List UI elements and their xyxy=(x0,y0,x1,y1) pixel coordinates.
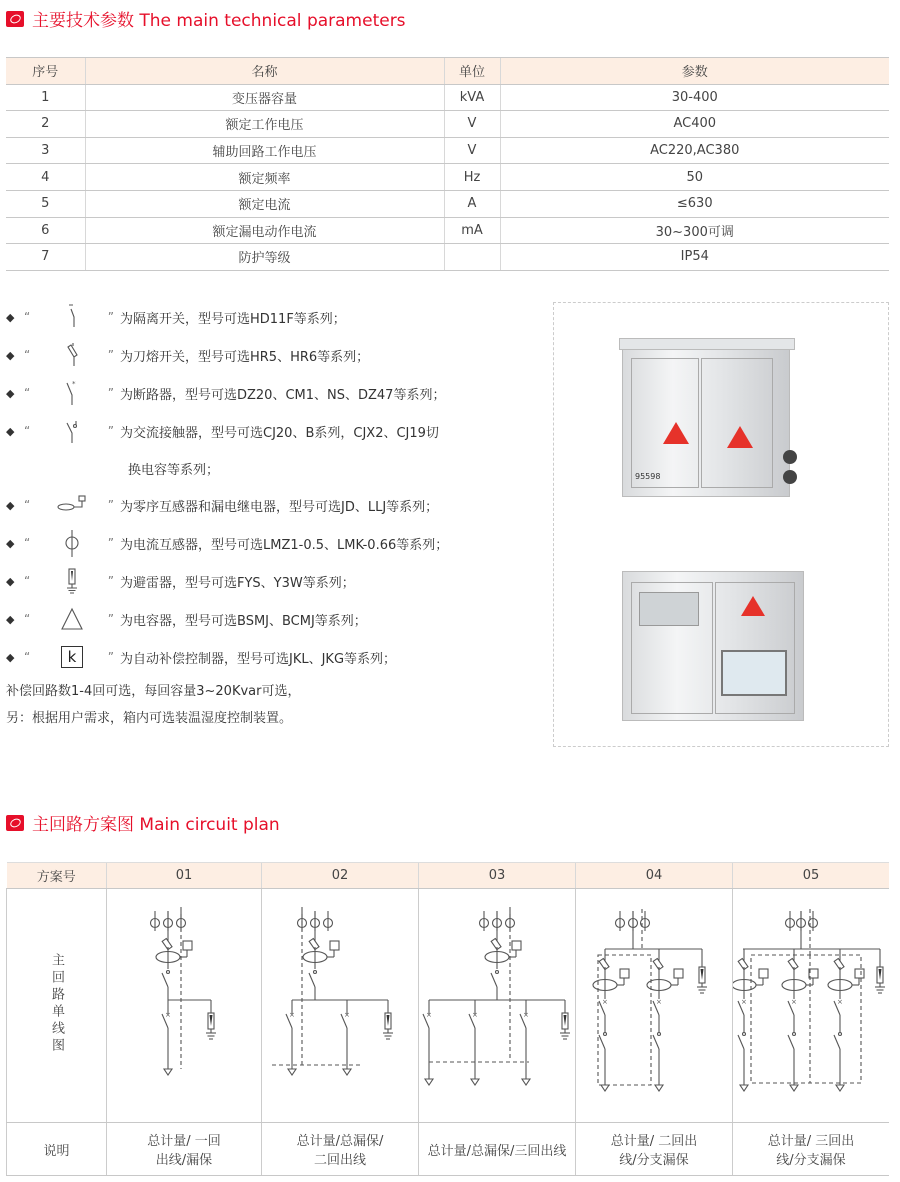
bullet-diamond-icon: ◆ xyxy=(6,612,15,626)
table-row xyxy=(6,84,889,111)
outgoing-arrow-icon xyxy=(471,1079,479,1085)
fuse-switch-icon xyxy=(653,959,663,970)
arrester-fill xyxy=(210,1015,213,1026)
bullet-diamond-icon: ◆ xyxy=(6,536,15,550)
cell-name: 变压器容量 xyxy=(85,84,444,111)
open-quote: “ xyxy=(24,612,31,626)
note-item xyxy=(6,412,526,450)
row-label-text: 主回路单线图 xyxy=(49,952,64,1055)
breaker-mark: × xyxy=(426,1011,432,1019)
note-extra2: 另：根据用户需求，箱内可选装温湿度控制装置。 xyxy=(6,711,293,726)
diagram-row xyxy=(7,889,890,1123)
switch-icon xyxy=(162,973,168,987)
open-quote: “ xyxy=(24,574,31,588)
header-index: 序号 xyxy=(6,58,85,85)
zero-sequence-ct-icon xyxy=(50,491,94,519)
header-value: 参数 xyxy=(500,58,889,85)
header-scheme: 方案号 xyxy=(7,863,107,889)
scheme-description xyxy=(419,1123,576,1176)
close-quote: ” xyxy=(107,424,114,438)
note-item xyxy=(6,298,526,336)
close-quote: ” xyxy=(107,574,114,588)
outgoing-arrow-icon xyxy=(288,1069,296,1075)
note-text-continued: 换电容等系列； xyxy=(128,462,220,478)
cell-index: 1 xyxy=(6,84,85,111)
fuse-switch-icon xyxy=(162,939,172,950)
description-line: 出线/漏保 xyxy=(155,1153,213,1168)
fuse-switch-icon xyxy=(738,959,748,970)
switch-icon xyxy=(309,973,315,987)
arrester-fill xyxy=(879,969,882,980)
note-text: 为避雷器，型号可选FYS、Y3W等系列； xyxy=(120,575,355,591)
cell-name: 防护等级 xyxy=(85,244,444,271)
leakage-relay-icon xyxy=(330,941,339,950)
section-title-circuit xyxy=(6,810,280,835)
table-row xyxy=(6,111,889,138)
bullet-diamond-icon: ◆ xyxy=(6,348,15,362)
outgoing-arrow-icon xyxy=(164,1069,172,1075)
bullet-diamond-icon: ◆ xyxy=(6,498,15,512)
bullet-diamond-icon: ◆ xyxy=(6,386,15,400)
switch-icon xyxy=(599,1035,605,1049)
table-row xyxy=(6,244,889,271)
cell-unit: mA xyxy=(444,217,500,244)
cell-value: AC220,AC380 xyxy=(500,137,889,164)
outgoing-arrow-icon xyxy=(790,1085,798,1091)
cell-value: IP54 xyxy=(500,244,889,271)
arrester-fill xyxy=(387,1015,390,1026)
close-quote: ” xyxy=(107,612,114,626)
cell-value: 50 xyxy=(500,164,889,191)
cell-name: 额定电流 xyxy=(85,190,444,217)
open-quote: “ xyxy=(24,310,31,324)
cell-name: 额定工作电压 xyxy=(85,111,444,138)
table-row xyxy=(6,137,889,164)
cell-unit xyxy=(444,244,500,271)
switch-icon xyxy=(834,1035,840,1049)
isolating-switch-icon xyxy=(50,303,94,331)
parameters-table xyxy=(6,57,889,271)
contactor-icon xyxy=(50,417,94,445)
contactor-mark xyxy=(167,971,170,974)
bullet-diamond-icon: ◆ xyxy=(6,574,15,588)
open-quote: “ xyxy=(24,650,31,664)
switch-icon xyxy=(738,1035,744,1049)
note-text: 为电容器，型号可选BSMJ、BCMJ等系列； xyxy=(120,613,367,629)
cell-value: 30-400 xyxy=(500,84,889,111)
breaker-mark: × xyxy=(289,1011,295,1019)
note-item xyxy=(6,638,526,676)
fuse-switch-icon xyxy=(50,341,94,369)
diagram-row-label xyxy=(7,889,107,1123)
cell-value: AC400 xyxy=(500,111,889,138)
note-item xyxy=(6,486,526,524)
close-quote: ” xyxy=(107,310,114,324)
fuse-switch-icon xyxy=(309,939,319,950)
arrester-fill xyxy=(701,969,704,980)
circuit-diagram-01 xyxy=(107,889,261,1118)
outgoing-arrow-icon xyxy=(343,1069,351,1075)
circuit-diagram-05 xyxy=(733,889,889,1118)
contactor-mark xyxy=(658,1033,661,1036)
table-header-row xyxy=(7,863,890,889)
cell-unit: V xyxy=(444,111,500,138)
controller-symbol-text: k xyxy=(61,646,83,668)
cell-name: 额定频率 xyxy=(85,164,444,191)
close-quote: ” xyxy=(107,386,114,400)
contactor-mark xyxy=(793,1033,796,1036)
switch-icon xyxy=(491,973,497,987)
table-row xyxy=(6,164,889,191)
close-quote: ” xyxy=(107,536,114,550)
cell-unit: Hz xyxy=(444,164,500,191)
surge-arrester-icon xyxy=(50,567,94,595)
scheme-description xyxy=(262,1123,419,1176)
section-title-text: 主要技术参数 The main technical parameters xyxy=(32,11,406,31)
cell-index: 3 xyxy=(6,137,85,164)
fuse-switch-icon xyxy=(491,939,501,950)
leakage-relay-icon xyxy=(512,941,521,950)
bullet-diamond-icon: ◆ xyxy=(6,424,15,438)
scheme-description xyxy=(107,1123,262,1176)
description-line: 总计量/总漏保/ xyxy=(296,1134,384,1149)
open-quote: “ xyxy=(24,498,31,512)
scheme-number: 01 xyxy=(107,863,262,889)
scheme-description xyxy=(733,1123,890,1176)
cell-unit: kVA xyxy=(444,84,500,111)
cell-value: ≤630 xyxy=(500,190,889,217)
note-item xyxy=(6,562,526,600)
outgoing-arrow-icon xyxy=(522,1079,530,1085)
product-photos xyxy=(553,302,889,747)
scheme-description xyxy=(576,1123,733,1176)
fuse-switch-icon xyxy=(834,959,844,970)
symbol-notes xyxy=(6,298,526,730)
note-item xyxy=(6,600,526,638)
close-quote: ” xyxy=(107,348,114,362)
cabinet-photo-1 xyxy=(622,347,790,497)
description-line: 总计量/ 一回 xyxy=(147,1134,221,1149)
svg-text:*: * xyxy=(72,380,76,388)
outgoing-arrow-icon xyxy=(836,1085,844,1091)
scheme-number: 03 xyxy=(419,863,576,889)
description-label: 说明 xyxy=(7,1123,107,1176)
circuit-diagram-02 xyxy=(262,889,418,1118)
note-text: 为零序互感器和漏电继电器，型号可选JD、LLJ等系列； xyxy=(120,499,439,515)
circuit-plan-table xyxy=(6,862,889,1176)
cell-value: 30~300可调 xyxy=(500,217,889,244)
breaker-mark: × xyxy=(165,1011,171,1019)
cell-index: 2 xyxy=(6,111,85,138)
table-row xyxy=(6,217,889,244)
note-item xyxy=(6,524,526,562)
open-quote: “ xyxy=(24,386,31,400)
fuse-switch-icon xyxy=(788,959,798,970)
cell-name: 辅助回路工作电压 xyxy=(85,137,444,164)
note-text: 为隔离开关，型号可选HD11F等系列； xyxy=(120,311,346,327)
contactor-mark xyxy=(604,1033,607,1036)
description-line: 总计量/总漏保/三回出线 xyxy=(427,1143,567,1159)
cell-index: 5 xyxy=(6,190,85,217)
bullet-diamond-icon: ◆ xyxy=(6,650,15,664)
cell-index: 6 xyxy=(6,217,85,244)
leakage-relay-icon xyxy=(674,969,683,978)
table-header-row xyxy=(6,58,889,85)
note-item xyxy=(6,374,526,412)
note-text: 为电流互感器，型号可选LMZ1-0.5、LMK-0.66等系列； xyxy=(120,537,449,553)
header-name: 名称 xyxy=(85,58,444,85)
outgoing-arrow-icon xyxy=(655,1085,663,1091)
description-line: 总计量/ 三回出 xyxy=(767,1134,855,1149)
contactor-mark xyxy=(496,971,499,974)
controller-icon xyxy=(50,643,94,671)
cell-unit: V xyxy=(444,137,500,164)
table-row xyxy=(6,190,889,217)
close-quote: ” xyxy=(107,498,114,512)
outgoing-arrow-icon xyxy=(740,1085,748,1091)
switch-icon xyxy=(788,1035,794,1049)
fuse-switch-icon xyxy=(599,959,609,970)
warning-icon xyxy=(727,426,753,448)
note-text: 为断路器，型号可选DZ20、CM1、NS、DZ47等系列； xyxy=(120,387,446,403)
circuit-breaker-icon xyxy=(50,379,94,407)
description-line: 二回出线 xyxy=(313,1153,366,1168)
note-item xyxy=(6,336,526,374)
open-quote: “ xyxy=(24,536,31,550)
scheme-number: 02 xyxy=(262,863,419,889)
arrester-fill xyxy=(564,1015,567,1026)
section-icon xyxy=(6,11,24,27)
cabinet-label: 95598 xyxy=(635,472,661,481)
leakage-relay-icon xyxy=(183,941,192,950)
breaker-mark: × xyxy=(791,998,797,1006)
leakage-relay-icon xyxy=(759,969,768,978)
scheme-number: 05 xyxy=(733,863,890,889)
cabinet-photo-2 xyxy=(622,571,804,721)
note-text: 为刀熔开关，型号可选HR5、HR6等系列； xyxy=(120,349,370,365)
warning-icon xyxy=(663,422,689,444)
leakage-relay-icon xyxy=(620,969,629,978)
neutral-frame xyxy=(598,955,651,1085)
bullet-diamond-icon: ◆ xyxy=(6,310,15,324)
description-line: 线/分支漏保 xyxy=(776,1153,846,1168)
section-title-params xyxy=(6,6,406,31)
breaker-mark: × xyxy=(472,1011,478,1019)
open-quote: “ xyxy=(24,424,31,438)
leakage-relay-icon xyxy=(855,969,864,978)
contactor-mark xyxy=(839,1033,842,1036)
circuit-diagram-04 xyxy=(576,889,732,1118)
breaker-mark: × xyxy=(656,998,662,1006)
contactor-mark xyxy=(314,971,317,974)
section-title-text: 主回路方案图 Main circuit plan xyxy=(32,815,280,835)
note-text: 为自动补偿控制器，型号可选JKL、JKG等系列； xyxy=(120,651,397,667)
open-quote: “ xyxy=(24,348,31,362)
section-icon xyxy=(6,815,24,831)
switch-icon xyxy=(653,1035,659,1049)
breaker-mark: × xyxy=(741,998,747,1006)
breaker-mark: × xyxy=(523,1011,529,1019)
warning-icon xyxy=(741,596,765,616)
current-transformer-icon xyxy=(50,529,94,557)
capacitor-icon xyxy=(50,605,94,633)
breaker-mark: × xyxy=(344,1011,350,1019)
note-text: 为交流接触器，型号可选CJ20、B系列，CJX2、CJ19切 xyxy=(120,425,439,441)
description-row xyxy=(7,1123,890,1176)
breaker-mark: × xyxy=(602,998,608,1006)
description-line: 总计量/ 二回出 xyxy=(610,1134,698,1149)
scheme-number: 04 xyxy=(576,863,733,889)
description-line: 线/分支漏保 xyxy=(619,1153,689,1168)
cell-index: 7 xyxy=(6,244,85,271)
outgoing-arrow-icon xyxy=(425,1079,433,1085)
breaker-mark: × xyxy=(837,998,843,1006)
note-extra1: 补偿回路数1-4回可选，每回容量3~20Kvar可选， xyxy=(6,684,301,699)
contactor-mark xyxy=(743,1033,746,1036)
close-quote: ” xyxy=(107,650,114,664)
circuit-diagram-03 xyxy=(419,889,575,1118)
cell-name: 额定漏电动作电流 xyxy=(85,217,444,244)
outgoing-arrow-icon xyxy=(601,1085,609,1091)
cell-unit: A xyxy=(444,190,500,217)
cell-index: 4 xyxy=(6,164,85,191)
header-unit: 单位 xyxy=(444,58,500,85)
